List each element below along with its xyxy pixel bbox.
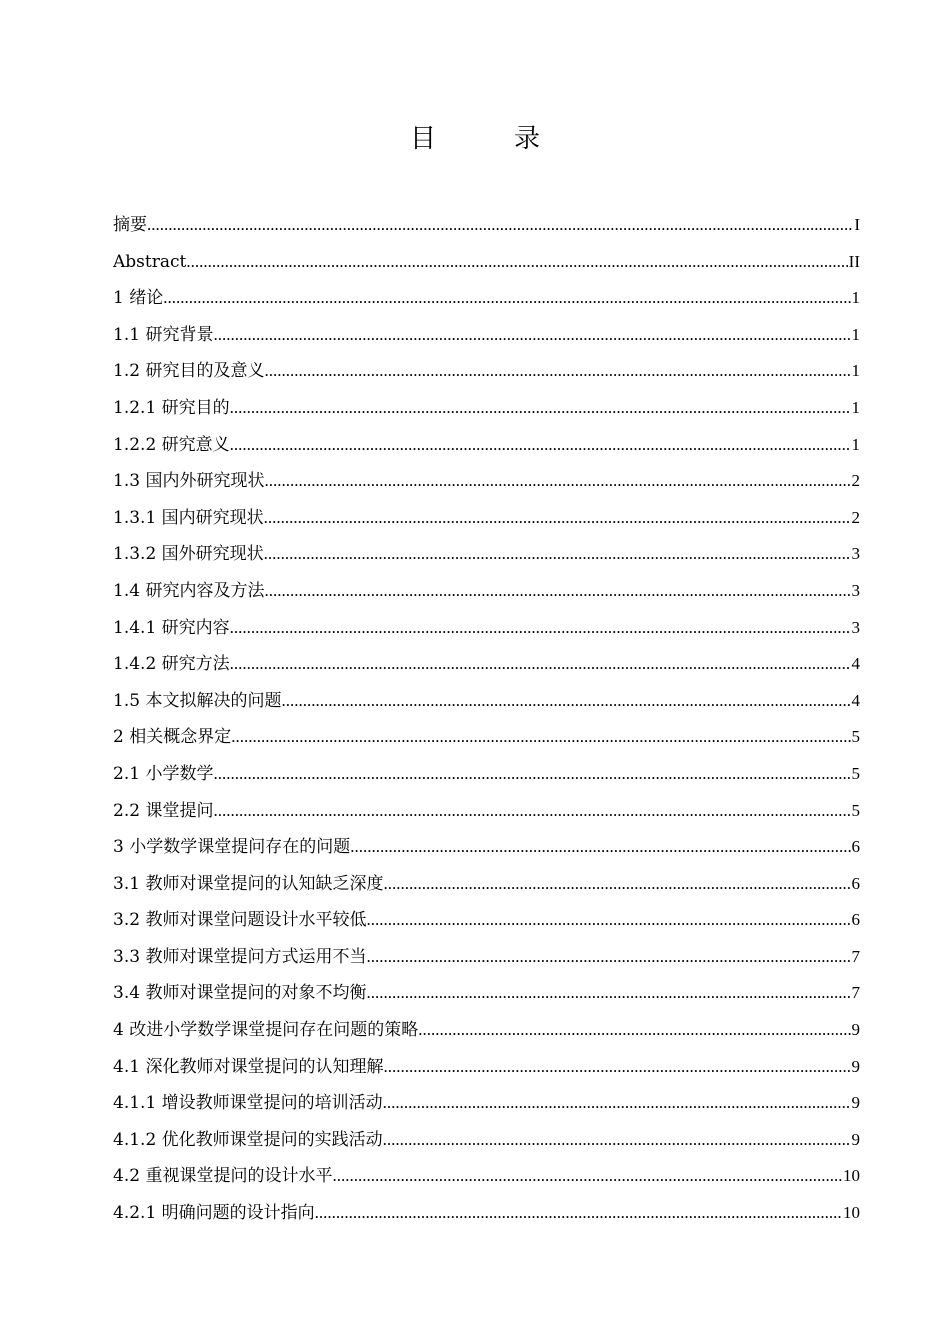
toc-entry[interactable] — [113, 683, 860, 720]
toc-dot-leader — [213, 317, 850, 354]
toc-entry-label: 1 绪论 — [113, 288, 164, 309]
toc-entry[interactable] — [113, 1049, 860, 1086]
toc-entry-page-number: 2 — [851, 507, 860, 527]
toc-entry-label: 3 小学数学课堂提问存在的问题 — [113, 837, 351, 858]
toc-dot-leader — [383, 1049, 850, 1086]
toc-title: 目 录 — [409, 124, 566, 154]
toc-entry-label: 1.4 研究内容及方法 — [113, 580, 265, 601]
toc-dot-leader — [147, 207, 853, 244]
toc-entry-page-number: 1 — [851, 324, 860, 344]
toc-entry[interactable] — [113, 353, 860, 390]
toc-entry-page-number: 1 — [851, 397, 860, 417]
toc-dot-leader — [350, 829, 850, 866]
toc-dot-leader — [163, 280, 850, 317]
toc-entry-page-number: 1 — [851, 288, 860, 308]
toc-entry-page-number: 5 — [851, 727, 860, 747]
toc-entry[interactable] — [113, 975, 860, 1012]
toc-entry-label: Abstract — [113, 251, 187, 272]
toc-entry[interactable] — [113, 207, 860, 244]
toc-entry-label: 4.2.1 明确问题的设计指向 — [113, 1203, 315, 1224]
toc-entry-page-number: 4 — [851, 690, 860, 710]
toc-entry-label: 1.4.2 研究方法 — [113, 654, 230, 675]
toc-entry-label: 4 改进小学数学课堂提问存在问题的策略 — [113, 1020, 419, 1041]
toc-entry[interactable] — [113, 1012, 860, 1049]
toc-entry-label: 1.2.2 研究意义 — [113, 434, 230, 455]
toc-entry-page-number: 3 — [851, 544, 860, 564]
toc-dot-leader — [366, 975, 850, 1012]
toc-entry-label: 3.1 教师对课堂提问的认知缺乏深度 — [113, 873, 384, 894]
toc-entry[interactable] — [113, 719, 860, 756]
toc-dot-leader — [264, 463, 850, 500]
toc-dot-leader — [315, 1195, 842, 1232]
toc-entry[interactable] — [113, 536, 860, 573]
toc-entry-label: 摘要 — [113, 215, 147, 235]
toc-entry[interactable] — [113, 756, 860, 793]
toc-entry-label: 1.3 国内外研究现状 — [113, 471, 265, 492]
table-of-contents — [113, 207, 860, 1232]
toc-dot-leader — [383, 866, 850, 903]
toc-entry-label: 2.1 小学数学 — [113, 763, 214, 784]
toc-entry[interactable] — [113, 463, 860, 500]
toc-entry-page-number: 9 — [851, 1129, 860, 1149]
toc-entry[interactable] — [113, 427, 860, 464]
toc-entry-page-number: 2 — [851, 471, 860, 491]
toc-entry[interactable] — [113, 573, 860, 610]
toc-entry-label: 2.2 课堂提问 — [113, 800, 214, 821]
toc-dot-leader — [213, 793, 850, 830]
toc-entry[interactable] — [113, 244, 860, 281]
toc-entry[interactable] — [113, 793, 860, 830]
toc-dot-leader — [264, 500, 851, 537]
toc-entry[interactable] — [113, 829, 860, 866]
toc-entry-label: 3.2 教师对课堂问题设计水平较低 — [113, 910, 367, 931]
toc-entry-label: 4.1 深化教师对课堂提问的认知理解 — [113, 1056, 384, 1077]
toc-entry[interactable] — [113, 646, 860, 683]
toc-entry-label: 1.2.1 研究目的 — [113, 397, 230, 418]
toc-dot-leader — [332, 1158, 842, 1195]
toc-entry-page-number: 10 — [843, 1166, 860, 1186]
toc-entry-page-number: 4 — [851, 654, 860, 674]
toc-entry-page-number: 1 — [851, 361, 860, 381]
toc-dot-leader — [186, 244, 847, 281]
toc-entry-page-number: 3 — [851, 617, 860, 637]
toc-entry-label: 1.2 研究目的及意义 — [113, 361, 265, 382]
toc-entry-label: 4.1.1 增设教师课堂提问的培训活动 — [113, 1093, 383, 1114]
toc-entry-page-number: I — [854, 215, 860, 234]
toc-entry-page-number: 10 — [843, 1203, 860, 1223]
toc-entry-page-number: 9 — [851, 1056, 860, 1076]
toc-entry[interactable] — [113, 902, 860, 939]
toc-entry[interactable] — [113, 1085, 860, 1122]
toc-entry-label: 1.3.2 国外研究现状 — [113, 544, 264, 565]
toc-entry[interactable] — [113, 500, 860, 537]
toc-entry-page-number: 6 — [851, 873, 860, 893]
toc-entry-label: 1.4.1 研究内容 — [113, 617, 230, 638]
toc-entry[interactable] — [113, 390, 860, 427]
toc-dot-leader — [264, 536, 851, 573]
toc-entry[interactable] — [113, 866, 860, 903]
toc-entry-label: 1.1 研究背景 — [113, 324, 214, 345]
toc-entry-page-number: 5 — [851, 763, 860, 783]
toc-dot-leader — [230, 427, 851, 464]
toc-dot-leader — [230, 646, 851, 683]
toc-entry[interactable] — [113, 610, 860, 647]
toc-entry-page-number: 9 — [851, 1093, 860, 1113]
toc-entry-label: 1.5 本文拟解决的问题 — [113, 690, 282, 711]
toc-dot-leader — [281, 683, 850, 720]
toc-entry-page-number: 6 — [851, 837, 860, 857]
toc-entry-label: 4.1.2 优化教师课堂提问的实践活动 — [113, 1129, 383, 1150]
toc-dot-leader — [418, 1012, 850, 1049]
toc-dot-leader — [230, 390, 851, 427]
toc-dot-leader — [366, 939, 850, 976]
toc-entry-page-number: 7 — [851, 946, 860, 966]
toc-entry[interactable] — [113, 280, 860, 317]
toc-entry[interactable] — [113, 1158, 860, 1195]
toc-entry[interactable] — [113, 1122, 860, 1159]
toc-dot-leader — [230, 610, 851, 647]
toc-entry-label: 1.3.1 国内研究现状 — [113, 507, 264, 528]
toc-entry-page-number: 9 — [851, 1020, 860, 1040]
toc-dot-leader — [383, 1085, 851, 1122]
toc-dot-leader — [264, 573, 850, 610]
toc-entry-label: 3.3 教师对课堂提问方式运用不当 — [113, 946, 367, 967]
toc-entry-label: 4.2 重视课堂提问的设计水平 — [113, 1166, 333, 1187]
toc-dot-leader — [213, 756, 850, 793]
toc-dot-leader — [383, 1122, 851, 1159]
toc-entry-page-number: 7 — [851, 983, 860, 1003]
toc-dot-leader — [366, 902, 850, 939]
toc-entry-label: 3.4 教师对课堂提问的对象不均衡 — [113, 983, 367, 1004]
toc-dot-leader — [264, 353, 850, 390]
toc-entry-page-number: II — [848, 251, 860, 271]
toc-entry[interactable] — [113, 939, 860, 976]
toc-entry-page-number: 1 — [851, 434, 860, 454]
toc-entry-page-number: 3 — [851, 580, 860, 600]
toc-entry-label: 2 相关概念界定 — [113, 727, 232, 748]
toc-entry-page-number: 5 — [851, 800, 860, 820]
toc-entry-page-number: 6 — [851, 910, 860, 930]
toc-dot-leader — [231, 719, 850, 756]
toc-entry[interactable] — [113, 1195, 860, 1232]
toc-entry[interactable] — [113, 317, 860, 354]
